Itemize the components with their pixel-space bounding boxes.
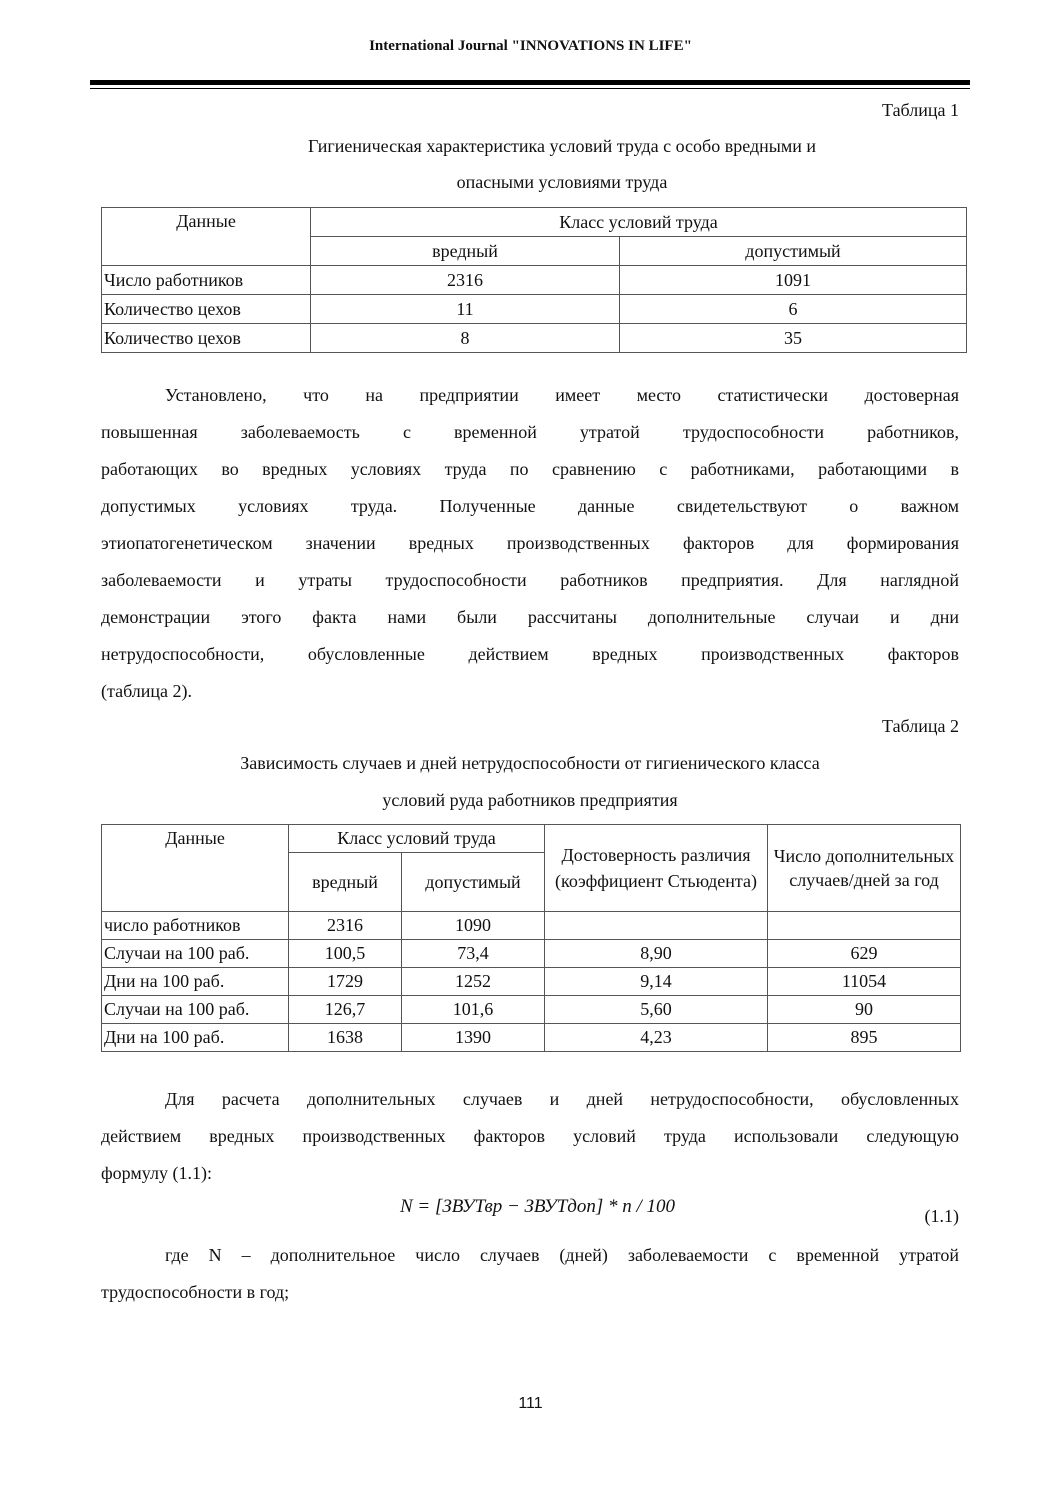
header-rule-thin: [90, 88, 970, 89]
paragraph-1: [101, 377, 959, 710]
paragraph-line: этиопатогенетическом значении вредных производственных факторов для формирования: [101, 533, 959, 553]
table2-cell-t: 5,60: [545, 996, 768, 1024]
paragraph-line: где N – дополнительное число случаев (дней) заболеваемости с временной утратой: [165, 1245, 959, 1265]
paragraph-line: формулу (1.1):: [101, 1163, 212, 1183]
table2-cell-harmful: 1729: [289, 968, 402, 996]
table-row: [102, 295, 967, 324]
table1-label: Таблица 1: [882, 100, 959, 120]
table2-cell-extra: [768, 912, 961, 940]
paragraph-line: трудоспособности в год;: [101, 1282, 290, 1302]
table1-subheader-permissible: допустимый: [620, 237, 967, 266]
table2-title-line2: условий руда работников предприятия: [382, 790, 678, 810]
table2-cell-label: Случаи на 100 раб.: [102, 940, 289, 968]
table-row: [102, 940, 961, 968]
table1-header-data: Данные: [102, 208, 311, 266]
header-rule-thick: [90, 80, 970, 85]
table2-title-line1: Зависимость случаев и дней нетрудоспособности от гигиенического класса: [240, 753, 820, 773]
table2-header-additional: Число дополнительных случаев/дней за год: [768, 825, 961, 912]
table2-label: Таблица 2: [882, 716, 959, 736]
table-row: [102, 996, 961, 1024]
table1-cell-harmful: 11: [311, 295, 620, 324]
table-row: [102, 912, 961, 940]
table1: [101, 207, 967, 353]
table2-header-data: Данные: [102, 825, 289, 912]
table2-cell-label: Случаи на 100 раб.: [102, 996, 289, 1024]
table2-cell-t: 9,14: [545, 968, 768, 996]
table1-cell-label: Число работников: [102, 266, 311, 295]
table2-cell-extra: 895: [768, 1024, 961, 1052]
table2-subheader-permissible: допустимый: [402, 853, 545, 912]
table1-cell-harmful: 2316: [311, 266, 620, 295]
table-row: [102, 266, 967, 295]
table2-subheader-harmful: вредный: [289, 853, 402, 912]
table-row: [102, 968, 961, 996]
table2-cell-extra: 629: [768, 940, 961, 968]
table2-header-class: Класс условий труда: [289, 825, 545, 853]
table2-header-reliability: Достоверность различия (коэффициент Стьюдента): [545, 825, 768, 912]
table1-cell-permissible: 35: [620, 324, 967, 353]
table2-cell-permissible: 101,6: [402, 996, 545, 1024]
table1-cell-permissible: 1091: [620, 266, 967, 295]
table2-cell-permissible: 1390: [402, 1024, 545, 1052]
table1-cell-label: Количество цехов: [102, 295, 311, 324]
table2-cell-permissible: 73,4: [402, 940, 545, 968]
table-row: [102, 1024, 961, 1052]
paragraph-line: (таблица 2).: [101, 681, 193, 701]
formula-number: (1.1): [924, 1206, 959, 1226]
table2-cell-permissible: 1252: [402, 968, 545, 996]
paragraph-line: работающих во вредных условиях труда по сравнению с работниками, работающими в: [101, 459, 959, 479]
table2-cell-label: Дни на 100 раб.: [102, 968, 289, 996]
table1-cell-permissible: 6: [620, 295, 967, 324]
paragraph-line: действием вредных производственных факторов условий труда использовали следующую: [101, 1126, 959, 1146]
table1-subheader-harmful: вредный: [311, 237, 620, 266]
paragraph-line: нетрудоспособности, обусловленные действием вредных производственных факторов: [101, 644, 959, 664]
table2-cell-extra: 90: [768, 996, 961, 1024]
table-row: [102, 324, 967, 353]
paragraph-line: Установлено, что на предприятии имеет место статистически достоверная: [165, 385, 959, 405]
table1-cell-harmful: 8: [311, 324, 620, 353]
table2-cell-extra: 11054: [768, 968, 961, 996]
table1-title-line2: опасными условиями труда: [456, 172, 668, 192]
paragraph-line: повышенная заболеваемость с временной утратой трудоспособности работников,: [101, 422, 959, 442]
table2: [101, 824, 961, 1052]
table1-header-class: Класс условий труда: [311, 208, 967, 237]
table2-cell-harmful: 1638: [289, 1024, 402, 1052]
paragraph-2: [101, 1081, 959, 1192]
paragraph-line: демонстрации этого факта нами были рассчитаны дополнительные случаи и дни: [101, 607, 959, 627]
paragraph-line: Для расчета дополнительных случаев и дней нетрудоспособности, обусловленных: [165, 1089, 959, 1109]
table2-cell-harmful: 2316: [289, 912, 402, 940]
paragraph-line: заболеваемости и утраты трудоспособности работников предприятия. Для наглядной: [101, 570, 959, 590]
table2-cell-permissible: 1090: [402, 912, 545, 940]
paragraph-line: допустимых условиях труда. Полученные данные свидетельствуют о важном: [101, 496, 959, 516]
table2-cell-label: Дни на 100 раб.: [102, 1024, 289, 1052]
table2-cell-harmful: 100,5: [289, 940, 402, 968]
table1-cell-label: Количество цехов: [102, 324, 311, 353]
table1-title-line1: Гигиеническая характеристика условий труда с особо вредными и: [307, 136, 816, 156]
formula: N = [ЗВУТвр − ЗВУТдоп] * n / 100: [400, 1196, 676, 1217]
table2-cell-t: [545, 912, 768, 940]
table2-cell-label: число работников: [102, 912, 289, 940]
journal-header: International Journal "INNOVATIONS IN LIFE": [369, 38, 692, 54]
table2-cell-harmful: 126,7: [289, 996, 402, 1024]
table2-cell-t: 4,23: [545, 1024, 768, 1052]
table2-cell-t: 8,90: [545, 940, 768, 968]
paragraph-3: [101, 1237, 959, 1311]
page-number: 111: [518, 1395, 543, 1412]
